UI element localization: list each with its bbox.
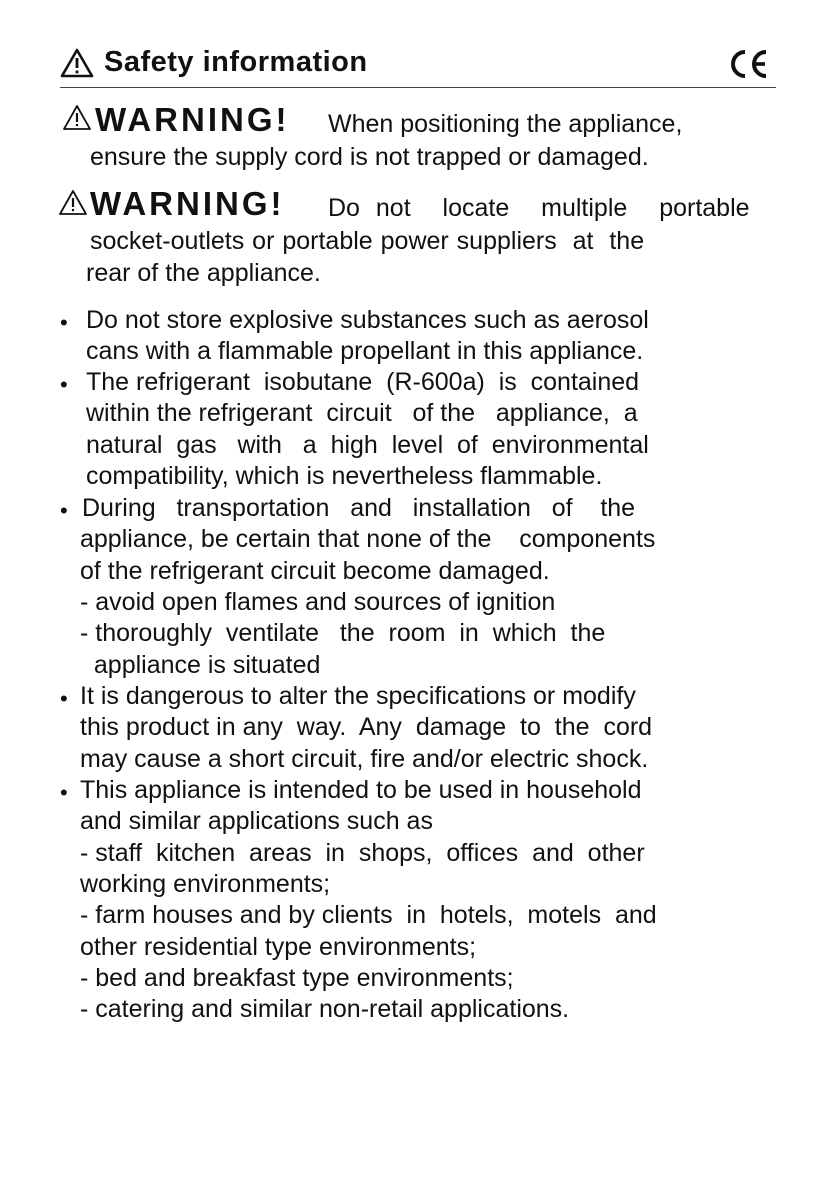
bullet-text: compatibility, which is nevertheless flammable. — [86, 462, 603, 490]
bullet-text: natural gas with a high level of environmental — [86, 431, 649, 459]
page-title: Safety information — [104, 46, 368, 78]
bullet-text: - bed and breakfast type environments; — [80, 964, 514, 992]
bullet-text: this product in any way. Any damage to the cord — [80, 713, 653, 741]
bullet-text: This appliance is intended to be used in household — [80, 776, 642, 804]
bullet-marker: • — [60, 686, 68, 711]
warning-triangle-icon — [62, 104, 92, 131]
bullet-text: of the refrigerant circuit become damaged. — [80, 557, 550, 585]
bullet-text: - catering and similar non-retail applications. — [80, 995, 570, 1023]
warning-label: WARNING! — [95, 101, 290, 138]
bullet-text: and similar applications such as — [80, 807, 433, 835]
warning-triangle-icon — [60, 48, 94, 78]
warning-text: socket-outlets or portable power suppliers at the — [90, 227, 645, 255]
bullet-text: The refrigerant isobutane (R-600a) is contained — [86, 368, 640, 396]
warning-text: Do not locate multiple portable — [328, 194, 750, 222]
bullet-text: It is dangerous to alter the specifications or modify — [80, 682, 636, 710]
bullet-text: Do not store explosive substances such as aerosol — [86, 306, 649, 334]
bullet-text: appliance, be certain that none of the components — [80, 525, 656, 553]
bullet-text: may cause a short circuit, fire and/or electric shock. — [80, 745, 649, 773]
warning-label: WARNING! — [90, 185, 285, 222]
warning-text: rear of the appliance. — [86, 259, 321, 287]
bullet-marker: • — [60, 780, 68, 805]
bullet-text: working environments; — [80, 870, 331, 898]
bullet-text: During transportation and installation of the — [82, 494, 636, 522]
bullet-marker: • — [60, 372, 68, 397]
bullet-text: within the refrigerant circuit of the appliance, a — [86, 399, 638, 427]
warning-triangle-icon — [58, 189, 88, 216]
warning-text: ensure the supply cord is not trapped or damaged. — [90, 143, 649, 171]
header-divider — [60, 87, 776, 88]
bullet-text: - avoid open flames and sources of ignition — [80, 588, 556, 616]
ce-mark-icon — [726, 48, 770, 80]
bullet-text: cans with a flammable propellant in this appliance. — [86, 337, 644, 365]
bullet-text: other residential type environments; — [80, 933, 477, 961]
section-header — [60, 44, 776, 88]
bullet-text: appliance is situated — [80, 651, 321, 679]
bullet-marker: • — [60, 498, 68, 523]
bullet-text: - staff kitchen areas in shops, offices and other — [80, 839, 645, 867]
bullet-text: - thoroughly ventilate the room in which the — [80, 619, 606, 647]
bullet-marker: • — [60, 310, 68, 335]
warning-text: When positioning the appliance, — [328, 110, 683, 138]
bullet-text: - farm houses and by clients in hotels, motels and — [80, 901, 657, 929]
